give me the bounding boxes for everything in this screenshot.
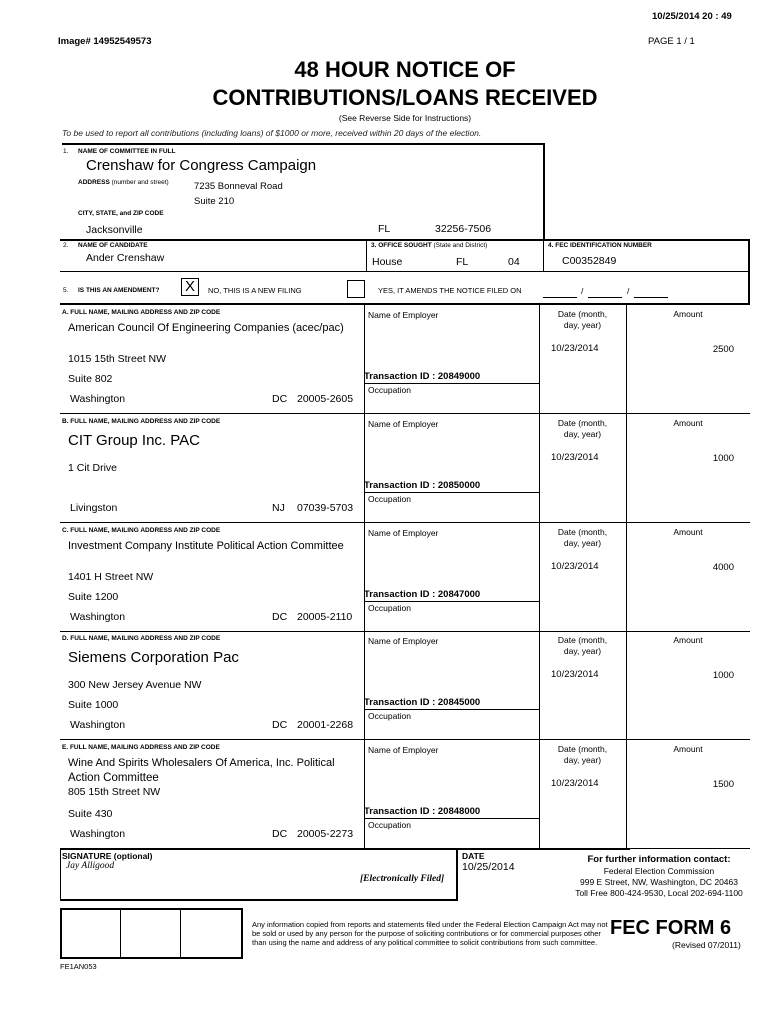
see-reverse-note: (See Reverse Side for Instructions) <box>338 113 472 123</box>
committee-street1: 7235 Bonneval Road <box>194 181 283 192</box>
amount-label: Amount <box>673 744 703 754</box>
occupation-label: Occupation <box>368 603 411 613</box>
transaction-id: Transaction ID : 20849000 <box>364 371 481 382</box>
amend-date-separator1: / <box>581 286 584 296</box>
column-divider <box>626 523 627 631</box>
office-sought-label: 3. OFFICE SOUGHT (State and District) <box>371 242 488 249</box>
contribution-amount: 2500 <box>712 344 734 355</box>
contributor-zip: 20005-2273 <box>297 828 354 840</box>
office-state: FL <box>456 256 469 268</box>
new-filing-label: NO, THIS IS A NEW FILING <box>208 286 302 295</box>
address-label: ADDRESS (number and street) <box>78 179 169 186</box>
amends-label: YES, IT AMENDS THE NOTICE FILED ON <box>378 286 522 295</box>
amend-date-separator2: / <box>627 286 630 296</box>
office-district: 04 <box>508 256 520 268</box>
date-label-line1: Date (month, <box>557 744 608 754</box>
fec-id-label: 4. FEC IDENTIFICATION NUMBER <box>548 242 652 249</box>
contributor-city: Washington <box>70 393 126 405</box>
transaction-id: Transaction ID : 20848000 <box>364 806 481 817</box>
contributor-street1: 805 15th Street NW <box>68 786 161 798</box>
candidate-name-label: NAME OF CANDIDATE <box>78 242 148 249</box>
employer-label: Name of Employer <box>368 528 439 538</box>
contributor-street2: Suite 430 <box>68 808 113 820</box>
occupation-label: Occupation <box>368 711 411 721</box>
entry-label: B. FULL NAME, MAILING ADDRESS AND ZIP CODE <box>62 418 221 425</box>
committee-city: Jacksonville <box>86 224 143 236</box>
occupation-label: Occupation <box>368 820 411 830</box>
date-label-line2: day, year) <box>563 429 602 439</box>
date-label-line2: day, year) <box>563 755 602 765</box>
occupation-divider <box>364 818 539 819</box>
column-divider <box>364 523 365 631</box>
office-sought: House <box>372 256 403 268</box>
amend-date-day-line <box>588 297 622 298</box>
row-divider <box>60 739 750 740</box>
transaction-id: Transaction ID : 20850000 <box>364 480 481 491</box>
contribution-amount: 4000 <box>712 562 734 573</box>
office-use-boxes <box>60 908 243 959</box>
contributor-zip: 20005-2605 <box>297 393 354 405</box>
contributor-name: American Council Of Engineering Companies (acec/pac) <box>68 322 344 334</box>
date-label-line1: Date (month, <box>557 527 608 537</box>
occupation-divider <box>364 383 539 384</box>
date-label-line2: day, year) <box>563 320 602 330</box>
contributor-state: DC <box>272 719 288 731</box>
column-divider <box>626 414 627 522</box>
column-divider <box>626 740 627 848</box>
amount-label: Amount <box>673 635 703 645</box>
contributor-city: Washington <box>70 719 126 731</box>
notice-line3: than using the name and address of any political committee to solicit contributions from such committee. <box>252 938 598 947</box>
date-label-line1: Date (month, <box>557 418 608 428</box>
amends-checkbox[interactable] <box>347 280 365 298</box>
amend-date-year-line <box>634 297 668 298</box>
contributor-zip: 20001-2268 <box>297 719 354 731</box>
notice-line1: Any information copied from reports and statements filed under the Federal Election Campaign Act may not <box>252 920 608 929</box>
contribution-date: 10/23/2014 <box>551 669 599 680</box>
contributor-name-line2: Action Committee <box>68 772 159 784</box>
column-divider <box>626 305 627 413</box>
contributor-name: CIT Group Inc. PAC <box>68 432 200 449</box>
committee-state: FL <box>378 223 391 235</box>
contribution-date: 10/23/2014 <box>551 343 599 354</box>
contributor-street1: 1015 15th Street NW <box>68 353 167 365</box>
transaction-id: Transaction ID : 20847000 <box>364 589 481 600</box>
contributor-zip: 07039-5703 <box>297 502 354 514</box>
column-divider <box>364 414 365 522</box>
contributor-zip: 20005-2110 <box>297 611 353 623</box>
occupation-divider <box>364 709 539 710</box>
contribution-date: 10/23/2014 <box>551 778 599 789</box>
amendment-label: IS THIS AN AMENDMENT? <box>78 287 160 294</box>
fec-id: C00352849 <box>562 255 617 267</box>
column-divider <box>364 631 365 739</box>
date-label-line2: day, year) <box>563 538 602 548</box>
amount-label: Amount <box>673 527 703 537</box>
occupation-divider <box>364 492 539 493</box>
candidate-label-num: 2. <box>63 242 69 249</box>
contributor-state: NJ <box>272 502 285 514</box>
signature-label: SIGNATURE (optional) <box>62 851 153 861</box>
header-datetime: 10/25/2014 20 : 49 <box>652 11 732 22</box>
fec-form-title: FEC FORM 6 <box>610 917 732 939</box>
contribution-date: 10/23/2014 <box>551 452 599 463</box>
occupation-label: Occupation <box>368 494 411 504</box>
transaction-id: Transaction ID : 20845000 <box>364 697 481 708</box>
contributor-street2: Suite 1200 <box>68 591 119 603</box>
date-label-line1: Date (month, <box>557 635 608 645</box>
committee-street2: Suite 210 <box>194 196 235 207</box>
contributor-street1: 1401 H Street NW <box>68 571 154 583</box>
candidate-name: Ander Crenshaw <box>86 252 165 264</box>
employer-label: Name of Employer <box>368 745 439 755</box>
contribution-amount: 1500 <box>712 779 734 790</box>
contributor-street2: Suite 802 <box>68 373 113 385</box>
employer-label: Name of Employer <box>368 419 439 429</box>
contributor-name: Wine And Spirits Wholesalers Of America, Inc. Political <box>68 757 335 769</box>
contributor-city: Livingston <box>70 502 118 514</box>
form-code: FE1AN053 <box>60 962 97 971</box>
date-label-line1: Date (month, <box>557 309 608 319</box>
contribution-amount: 1000 <box>712 453 734 464</box>
amend-date-month-line <box>543 297 577 298</box>
contributor-city: Washington <box>70 828 126 840</box>
instruction-text: To be used to report all contributions (including loans) of $1000 or more, received within 20 days of the election. <box>62 128 482 138</box>
contributor-street1: 300 New Jersey Avenue NW <box>68 679 202 691</box>
committee-name: Crenshaw for Congress Campaign <box>86 157 317 174</box>
contribution-amount: 1000 <box>712 670 734 681</box>
contact-line2: 999 E Street, NW, Washington, DC 20463 <box>580 877 738 887</box>
image-id: Image# 14952549573 <box>58 36 152 47</box>
committee-zip: 32256-7506 <box>435 223 492 235</box>
title-line1: 48 HOUR NOTICE OF <box>294 57 516 82</box>
contributor-city: Washington <box>70 611 126 623</box>
signature-date: 10/25/2014 <box>462 861 515 873</box>
title-line2: CONTRIBUTIONS/LOANS RECEIVED <box>212 85 598 110</box>
form-revised: (Revised 07/2011) <box>672 940 741 950</box>
contributor-name: Siemens Corporation Pac <box>68 649 239 666</box>
entry-label: C. FULL NAME, MAILING ADDRESS AND ZIP CODE <box>62 527 221 534</box>
electronically-filed: [Electronically Filed] <box>360 874 445 884</box>
amendment-label-num: 5. <box>63 287 69 294</box>
employer-label: Name of Employer <box>368 310 439 320</box>
contributor-name: Investment Company Institute Political Action Committee <box>68 540 344 552</box>
committee-name-label: NAME OF COMMITTEE IN FULL <box>78 148 176 155</box>
column-divider <box>364 305 365 413</box>
contributor-state: DC <box>272 828 288 840</box>
committee-label-num: 1. <box>63 148 69 155</box>
row-divider <box>60 413 750 414</box>
contributor-street1: 1 Cit Drive <box>68 462 118 474</box>
signature-name: Jay Alligood <box>66 861 115 871</box>
signature-date-label: DATE <box>462 851 485 861</box>
occupation-label: Occupation <box>368 385 411 395</box>
entry-label: E. FULL NAME, MAILING ADDRESS AND ZIP CODE <box>62 744 220 751</box>
contributor-state: DC <box>272 611 288 623</box>
page-number: PAGE 1 / 1 <box>648 36 695 47</box>
city-state-zip-label: CITY, STATE, and ZIP CODE <box>78 210 164 217</box>
new-filing-checkbox[interactable]: X <box>181 278 199 296</box>
occupation-divider <box>364 601 539 602</box>
employer-label: Name of Employer <box>368 636 439 646</box>
contact-title: For further information contact: <box>587 854 731 865</box>
notice-line2: be sold or used by any person for the purpose of soliciting contributions or for commercial purposes other <box>252 929 601 938</box>
row-divider <box>60 631 750 632</box>
contributor-state: DC <box>272 393 288 405</box>
amount-label: Amount <box>673 309 703 319</box>
entry-label: D. FULL NAME, MAILING ADDRESS AND ZIP CODE <box>62 635 221 642</box>
contributor-street2: Suite 1000 <box>68 699 119 711</box>
amount-label: Amount <box>673 418 703 428</box>
contact-line3: Toll Free 800-424-9530, Local 202-694-1100 <box>575 888 743 898</box>
contribution-date: 10/23/2014 <box>551 561 599 572</box>
entry-label: A. FULL NAME, MAILING ADDRESS AND ZIP CODE <box>62 309 221 316</box>
column-divider <box>364 740 365 848</box>
contact-line1: Federal Election Commission <box>603 866 715 876</box>
row-divider <box>60 522 750 523</box>
date-label-line2: day, year) <box>563 646 602 656</box>
column-divider <box>626 631 627 739</box>
